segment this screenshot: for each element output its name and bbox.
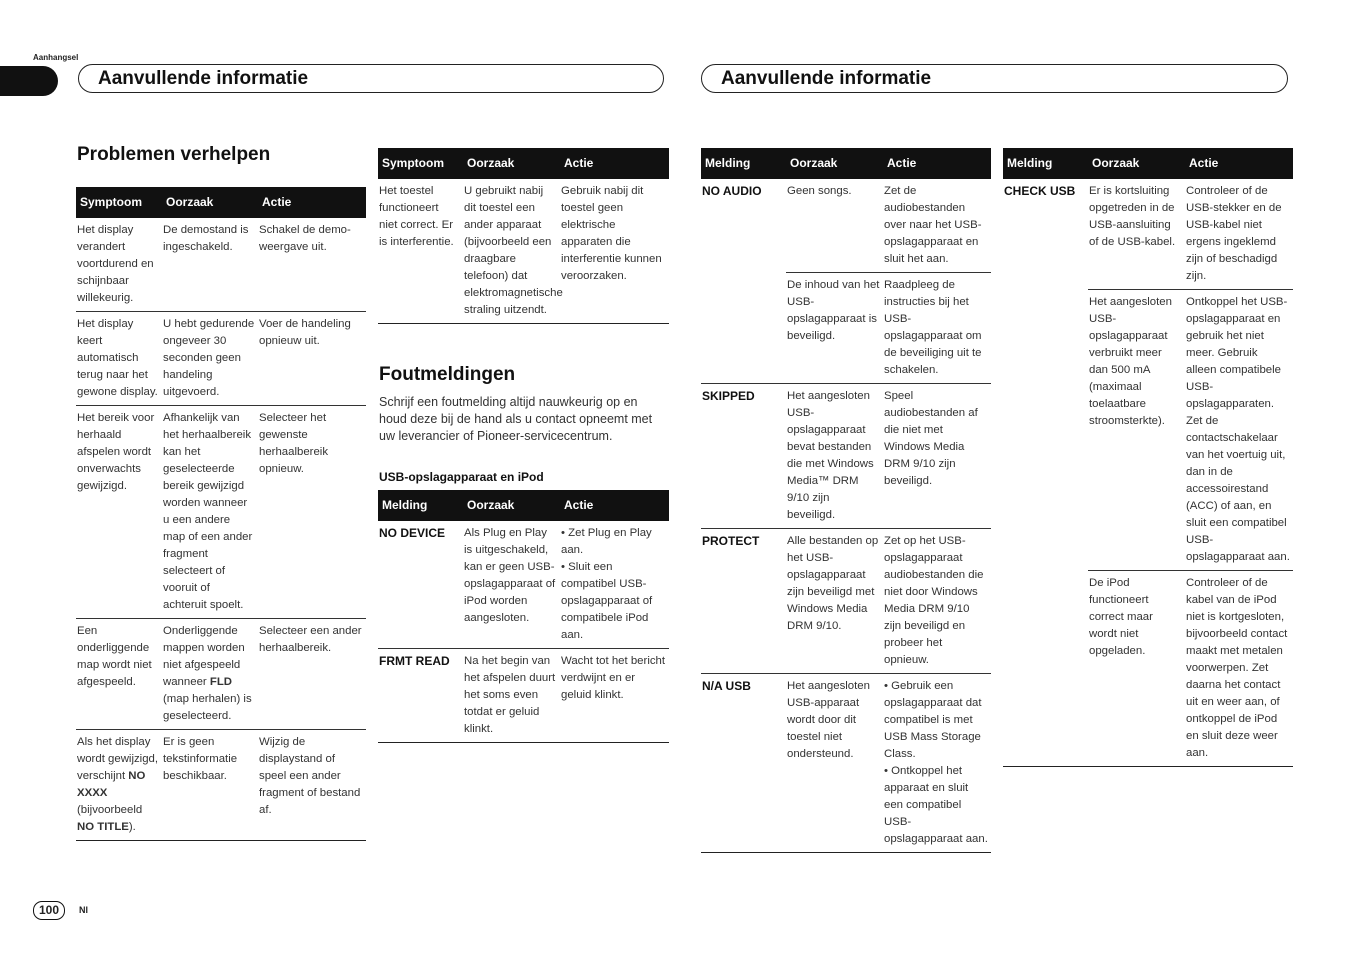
page-number: 100 (33, 901, 65, 920)
table-row (701, 674, 991, 853)
cell-oorzaak: Als Plug en Play is uitgeschakeld, kan er geen USB-opslagapparaat of iPod worden aangesloten. (463, 521, 560, 649)
table-header-row (378, 490, 669, 521)
cell-oorzaak: Het aangesloten USB-apparaat wordt door dit toestel niet ondersteund. (786, 674, 883, 853)
no-title-code: NO TITLE (77, 821, 129, 833)
table-header-row (76, 187, 366, 218)
cell-actie: Raadpleeg de instructies bij het USB-opslagapparaat om de beveiliging uit te schakelen. (883, 273, 991, 384)
section-banner-left: Aanvullende informatie (78, 64, 664, 93)
oorzaak-text: Onderliggende mappen worden niet afgespeeld wanneer (163, 625, 245, 688)
cell-symptoom (76, 730, 162, 841)
interference-table (378, 148, 669, 324)
cell-oorzaak: Het aangesloten USB-opslagapparaat verbruikt meer dan 500 mA (maximaal toelaatbare stroomsterkte). (1088, 290, 1185, 571)
cell-actie: Selecteer het gewenste herhaalbereik opnieuw. (258, 406, 366, 619)
col-header-oorzaak: Oorzaak (463, 148, 560, 179)
cell-melding: SKIPPED (701, 384, 786, 529)
col-header-actie: Actie (1185, 148, 1293, 179)
errors-intro: Schrijf een foutmelding altijd nauwkeurig op en houd deze bij de hand als u contact opneemt met uw leverancier of Pioneer-servicecentrum. (379, 395, 653, 443)
symptoom-text: Als het display wordt gewijzigd, verschijnt (77, 736, 159, 782)
cell-symptoom: Een onderliggende map wordt niet afgespeeld. (76, 619, 162, 730)
cell-oorzaak: Er is kortsluiting opgetreden in de USB-aansluiting of de USB-kabel. (1088, 179, 1185, 290)
cell-actie: Zet de audiobestanden over naar het USB-opslagapparaat en sluit het aan. (883, 179, 991, 273)
cell-oorzaak: Er is geen tekstinformatie beschikbaar. (162, 730, 258, 841)
col-header-oorzaak: Oorzaak (162, 187, 258, 218)
cell-actie: Ontkoppel het USB-opslagapparaat en gebruik het niet meer. Gebruik alleen compatibele USB-opslagapparaten. Zet de contactschakelaar van het voertuig uit, dan in de accessoirestand (ACC) of aan, en sluit een compatibel USB-opslagapparaat aan. (1185, 290, 1293, 571)
cell-oorzaak (162, 619, 258, 730)
table-row (76, 619, 366, 730)
table-row (701, 529, 991, 674)
col-header-actie: Actie (560, 148, 669, 179)
col-header-actie: Actie (560, 490, 669, 521)
cell-oorzaak: Geen songs. (786, 179, 883, 273)
col-header-actie: Actie (258, 187, 366, 218)
errors-subheading: USB-opslagapparaat en iPod (379, 470, 544, 484)
cell-oorzaak: De inhoud van het USB-opslagapparaat is beveiligd. (786, 273, 883, 384)
cell-actie: Wijzig de displaystand of speel een ander fragment of bestand af. (258, 730, 366, 841)
col-header-actie: Actie (883, 148, 991, 179)
page-tab-marker (0, 66, 58, 96)
cell-symptoom: Het bereik voor herhaald afspelen wordt onverwachts gewijzigd. (76, 406, 162, 619)
errors-heading: Foutmeldingen (379, 364, 516, 385)
cell-oorzaak: Het aangesloten USB-opslagapparaat bevat bestanden die met Windows Media™ DRM 9/10 zijn beveiligd. (786, 384, 883, 529)
table-row (1003, 179, 1293, 290)
cell-symptoom: Het display verandert voortdurend en schijnbaar willekeurig. (76, 218, 162, 312)
symptoom-text: ). (128, 821, 136, 833)
actie-bullet: • Sluit een compatibel USB-opslagapparaat of compatibele iPod aan. (561, 561, 653, 641)
col-header-melding: Melding (1003, 148, 1088, 179)
table-row (76, 406, 366, 619)
actie-bullet: • Gebruik een opslagapparaat dat compatibel is met USB Mass Storage Class. (884, 680, 982, 760)
errors-table (378, 490, 669, 743)
symptoom-text: (bijvoorbeeld (77, 804, 143, 816)
cell-melding: N/A USB (701, 674, 786, 853)
table-row (378, 649, 669, 743)
cell-oorzaak: U hebt gedurende ongeveer 30 seconden geen handeling uitgevoerd. (162, 312, 258, 406)
table-row (378, 179, 669, 324)
table-row (701, 179, 991, 273)
cell-melding: NO AUDIO (701, 179, 786, 384)
cell-oorzaak: Alle bestanden op het USB-opslagapparaat zijn beveiligd met Windows Media DRM 9/10. (786, 529, 883, 674)
cell-actie: Wacht tot het bericht verdwijnt en er geluid klinkt. (560, 649, 669, 743)
col-header-oorzaak: Oorzaak (1088, 148, 1185, 179)
problems-table (76, 187, 366, 841)
section-label: Aanhangsel (33, 53, 79, 62)
table-row (76, 312, 366, 406)
oorzaak-text: (map herhalen) is geselecteerd. (163, 693, 252, 722)
col-header-melding: Melding (378, 490, 463, 521)
messages-table-a (701, 148, 991, 853)
cell-actie: Speel audiobestanden af die niet met Windows Media DRM 9/10 zijn beveiligd. (883, 384, 991, 529)
table-header-row (701, 148, 991, 179)
table-header-row (378, 148, 669, 179)
section-banner-right: Aanvullende informatie (701, 64, 1288, 93)
col-header-melding: Melding (701, 148, 786, 179)
cell-oorzaak: De iPod functioneert correct maar wordt niet opgeladen. (1088, 571, 1185, 767)
table-row (378, 521, 669, 649)
col-header-symptoom: Symptoom (76, 187, 162, 218)
cell-actie: Voer de handeling opnieuw uit. (258, 312, 366, 406)
cell-symptoom: Het display keert automatisch terug naar het gewone display. (76, 312, 162, 406)
table-row (701, 384, 991, 529)
cell-melding: CHECK USB (1003, 179, 1088, 767)
problems-heading: Problemen verhelpen (77, 144, 271, 165)
cell-actie: Zet op het USB-opslagapparaat audiobestanden die niet door Windows Media DRM 9/10 zijn beveiligd en probeer het opnieuw. (883, 529, 991, 674)
table-row (76, 730, 366, 841)
actie-bullet: • Ontkoppel het apparaat en sluit een compatibel USB-opslagapparaat aan. (884, 765, 988, 845)
cell-oorzaak: De demostand is ingeschakeld. (162, 218, 258, 312)
fld-code: FLD (209, 676, 233, 688)
cell-actie: Controleer of de USB-stekker en de USB-kabel niet ergens ingeklemd zijn of beschadigd zijn. (1185, 179, 1293, 290)
table-row (76, 218, 366, 312)
cell-oorzaak: Na het begin van het afspelen duurt het soms even totdat er geluid klinkt. (463, 649, 560, 743)
messages-table-b (1003, 148, 1293, 767)
cell-actie: Selecteer een ander herhaalbereik. (258, 619, 366, 730)
cell-melding: FRMT READ (378, 649, 463, 743)
language-code: Nl (79, 905, 88, 915)
cell-actie (560, 521, 669, 649)
cell-actie: Gebruik nabij dit toestel geen elektrische apparaten die interferentie kunnen veroorzaken. (560, 179, 669, 324)
cell-melding: PROTECT (701, 529, 786, 674)
actie-bullet: • Zet Plug en Play aan. (561, 527, 652, 556)
cell-melding: NO DEVICE (378, 521, 463, 649)
cell-actie: Controleer of de kabel van de iPod niet is kortgesloten, bijvoorbeeld contact maakt met metalen voorwerpen. Zet daarna het contact uit en weer aan, of ontkoppel de iPod en sluit deze weer aan. (1185, 571, 1293, 767)
cell-symptoom: Het toestel functioneert niet correct. Er is interferentie. (378, 179, 463, 324)
cell-oorzaak: U gebruikt nabij dit toestel een ander apparaat (bijvoorbeeld een draagbare telefoon) dat elektromagnetische straling uitzendt. (463, 179, 560, 324)
cell-actie (883, 674, 991, 853)
col-header-oorzaak: Oorzaak (463, 490, 560, 521)
no-xxxx-code: NO XXXX (77, 770, 146, 799)
cell-oorzaak: Afhankelijk van het herhaalbereik kan het geselecteerde bereik gewijzigd worden wanneer u een andere map of een ander fragment selecteert of vooruit of achteruit spoelt. (162, 406, 258, 619)
col-header-symptoom: Symptoom (378, 148, 463, 179)
col-header-oorzaak: Oorzaak (786, 148, 883, 179)
cell-actie: Schakel de demo-weergave uit. (258, 218, 366, 312)
table-header-row (1003, 148, 1293, 179)
